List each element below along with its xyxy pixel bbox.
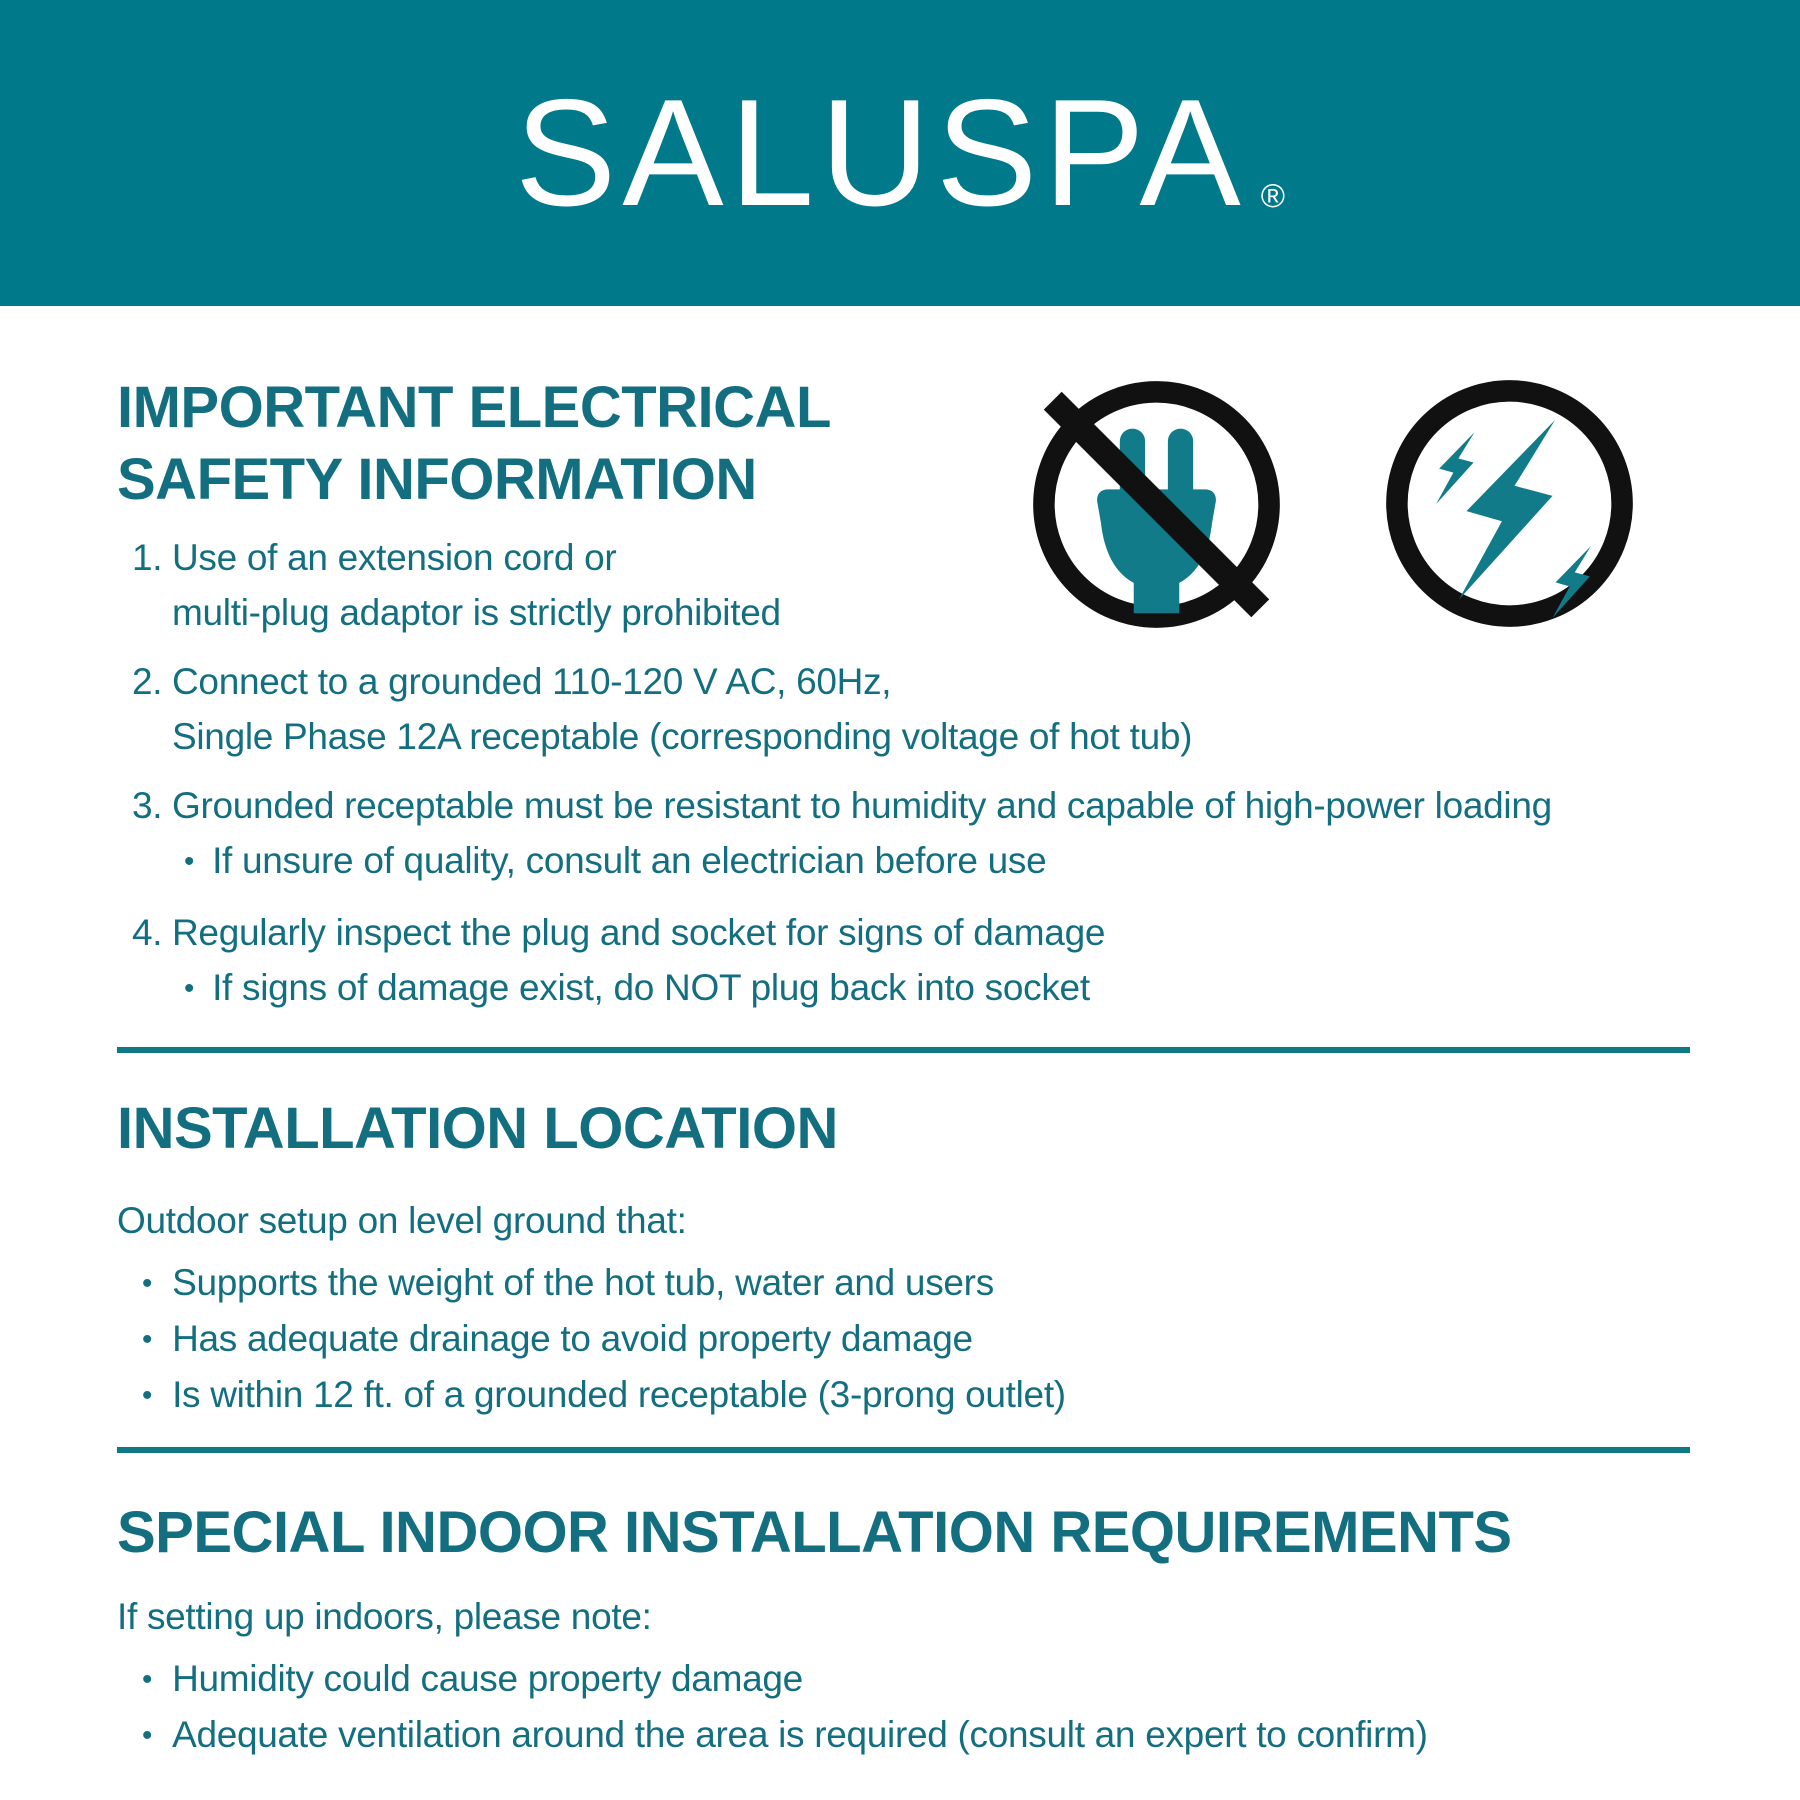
list-item-number: 1. bbox=[132, 537, 163, 578]
list-item-line: Connect to a grounded 110-120 V AC, 60Hz, bbox=[172, 661, 892, 702]
list-item-sub-bullet: • If signs of damage exist, do NOT plug back into socket bbox=[172, 960, 1690, 1018]
list-item-sub-bullet: • If unsure of quality, consult an electrician before use bbox=[172, 833, 1690, 891]
section-divider bbox=[117, 1447, 1690, 1453]
section-title-line: INSTALLATION LOCATION bbox=[117, 1096, 838, 1161]
list-item-number: 3. bbox=[132, 785, 163, 826]
bullet-item: • Humidity could cause property damage bbox=[117, 1652, 1690, 1708]
section-intro: Outdoor setup on level ground that: bbox=[117, 1200, 687, 1241]
bullet-item: • Supports the weight of the hot tub, water and users bbox=[117, 1256, 1690, 1312]
section-divider bbox=[117, 1047, 1690, 1053]
registered-trademark-symbol: ® bbox=[1260, 177, 1286, 214]
bullet-item: • Is within 12 ft. of a grounded receptable (3-prong outlet) bbox=[117, 1368, 1690, 1424]
bullet-item: • Adequate ventilation around the area is required (consult an expert to confirm) bbox=[117, 1708, 1690, 1764]
list-item-number: 4. bbox=[132, 912, 163, 953]
section-title-line: IMPORTANT ELECTRICAL bbox=[117, 375, 831, 440]
brand-name: SALUSPA bbox=[514, 68, 1247, 238]
indoor-requirements-list bbox=[117, 1652, 1690, 1764]
section-title-indoor-requirements bbox=[117, 1497, 1690, 1569]
list-item-number: 2. bbox=[132, 661, 163, 702]
bullet-item: • Has adequate drainage to avoid property damage bbox=[117, 1312, 1690, 1368]
list-item-line: Grounded receptable must be resistant to humidity and capable of high-power loading bbox=[172, 785, 1552, 826]
section-title-electrical-safety bbox=[117, 372, 1690, 516]
list-item bbox=[117, 905, 1690, 1018]
content-area bbox=[0, 306, 1800, 1764]
installation-location-list bbox=[117, 1256, 1690, 1424]
list-item-line: Regularly inspect the plug and socket for signs of damage bbox=[172, 912, 1106, 953]
list-item bbox=[117, 654, 1690, 764]
brand-logo bbox=[514, 68, 1286, 238]
list-item-line: Single Phase 12A receptable (corresponding voltage of hot tub) bbox=[172, 716, 1193, 757]
section-title-line: SPECIAL INDOOR INSTALLATION REQUIREMENTS bbox=[117, 1500, 1512, 1565]
section-title-installation-location bbox=[117, 1093, 1690, 1165]
list-item bbox=[117, 530, 1690, 640]
brand-banner bbox=[0, 0, 1800, 306]
section-intro: If setting up indoors, please note: bbox=[117, 1596, 652, 1637]
list-item-text bbox=[172, 530, 1690, 640]
list-item bbox=[117, 778, 1690, 891]
list-item-text bbox=[172, 778, 1690, 891]
list-item-line: multi-plug adaptor is strictly prohibited bbox=[172, 592, 781, 633]
list-item-text bbox=[172, 905, 1690, 1018]
section-title-line: SAFETY INFORMATION bbox=[117, 447, 757, 512]
list-item-line: Use of an extension cord or bbox=[172, 537, 617, 578]
list-item-text bbox=[172, 654, 1690, 764]
electrical-safety-list bbox=[117, 530, 1690, 1018]
